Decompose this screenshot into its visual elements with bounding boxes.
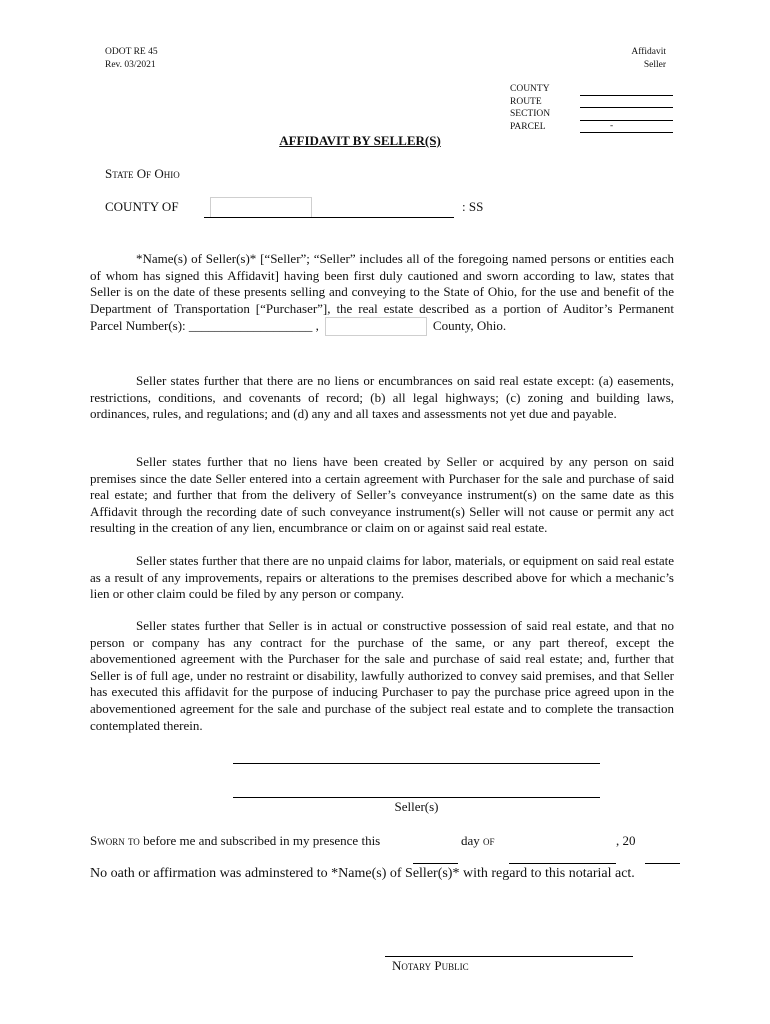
notary-signature-line[interactable] (385, 956, 633, 957)
route-field-line[interactable] (580, 107, 673, 108)
liens-text: Seller states further that there are no liens or encumbrances on said real estate except: (a) easements, restrictions, conditions, and covenants of record; (b) all legal highways; (c) zoning and building laws, ordinances, rules, and regulations; and (d) any and all taxes and assessments not yet due and payable. (90, 373, 674, 422)
seller-statement-paragraph (90, 251, 674, 336)
county-field-line[interactable] (580, 95, 673, 96)
possession-paragraph (90, 618, 674, 734)
no-liens-created-text: Seller states further that no liens have been created by Seller or acquired by any person on said premises since the date Seller entered into a certain agreement with Purchaser for the sale and purchase of said real estate; and further that from the delivery of Seller’s conveyance instrument(s) on the same date as this Affidavit through the recording date of such conveyance instrument(s) Seller will not cause or permit any act resulting in the creation of any lien, encumbrance or claim on or against said real estate. (90, 454, 674, 536)
state-label: State Of Ohio (105, 166, 180, 181)
sworn-prefix: Sworn to (90, 833, 140, 848)
county-label: COUNTY (510, 84, 550, 94)
parcel-value[interactable]: - (610, 121, 614, 131)
year-prefix: , 20 (616, 833, 636, 848)
day-label: day of (461, 833, 495, 848)
parcel-label: PARCEL (510, 122, 546, 132)
doc-type-line1: Affidavit (631, 47, 666, 57)
possession-text: Seller states further that Seller is in actual or constructive possession of said real estate, and that no person or company has any contract for the purchase of the same, or any part thereof, except the abovementioned agreement with the Purchaser for the sale and purchase of said real estate; and, further that Seller is of full age, under no restraint or disability, lawfully authorized to convey said premises, and that Seller has executed this affidavit for the purpose of inducing Purchaser to pay the purchase price agreed upon in the abovementioned agreement for the sale and purchase of the subject real estate and to complete the transaction contemplated therein. (90, 618, 674, 733)
no-liens-created-paragraph (90, 454, 674, 537)
seller-statement-text: *Name(s) of Seller(s)* [“Seller”; “Seller” includes all of the foregoing named persons or entities each of whom has signed this Affidavit] having been first duly cautioned and sworn according to law, states that Seller is on the date of these presents selling and conveying to the State of Ohio, for the use and benefit of the Department of Transportation [“Purchaser”], the real estate described as a portion of Auditor’s Permanent Parcel Number(s): ___________________ , (90, 251, 674, 334)
seller-signature-label: Seller(s) (394, 799, 439, 814)
liens-paragraph (90, 373, 674, 423)
document-title: AFFIDAVIT BY SELLER(S) (279, 133, 441, 148)
venue-county-line (204, 217, 454, 218)
year-blank-line[interactable] (645, 863, 680, 864)
section-field-line[interactable] (580, 120, 673, 121)
venue-county-input[interactable] (210, 197, 312, 218)
unpaid-claims-text: Seller states further that there are no unpaid claims for labor, materials, or equipment on said real estate as a result of any improvements, repairs or alterations to the premises described above for which a mechanic’s lien or other claim could be filed by any person or company. (90, 553, 674, 602)
ss-label: : SS (462, 199, 484, 214)
sworn-line (90, 833, 380, 850)
form-revision: Rev. 03/2021 (105, 60, 156, 70)
venue-county-label: COUNTY OF (105, 199, 179, 214)
section-label: SECTION (510, 109, 551, 119)
no-oath-text: No oath or affirmation was adminstered to *Name(s) of Seller(s)* with regard to this notarial act. (90, 866, 635, 881)
notary-public-label: Notary Public (392, 958, 469, 973)
sworn-text: before me and subscribed in my presence this (143, 833, 381, 848)
day-blank-line[interactable] (413, 863, 458, 864)
doc-type-line2: Seller (643, 60, 666, 70)
seller-signature-line-1[interactable] (233, 763, 600, 764)
county-inline-field[interactable] (325, 317, 427, 336)
route-label: ROUTE (510, 97, 542, 107)
seller-signature-line-2[interactable] (233, 797, 600, 798)
county-ohio-text: County, Ohio. (432, 318, 507, 334)
month-blank-line[interactable] (509, 863, 616, 864)
unpaid-claims-paragraph (90, 553, 674, 603)
form-id: ODOT RE 45 (105, 47, 158, 57)
